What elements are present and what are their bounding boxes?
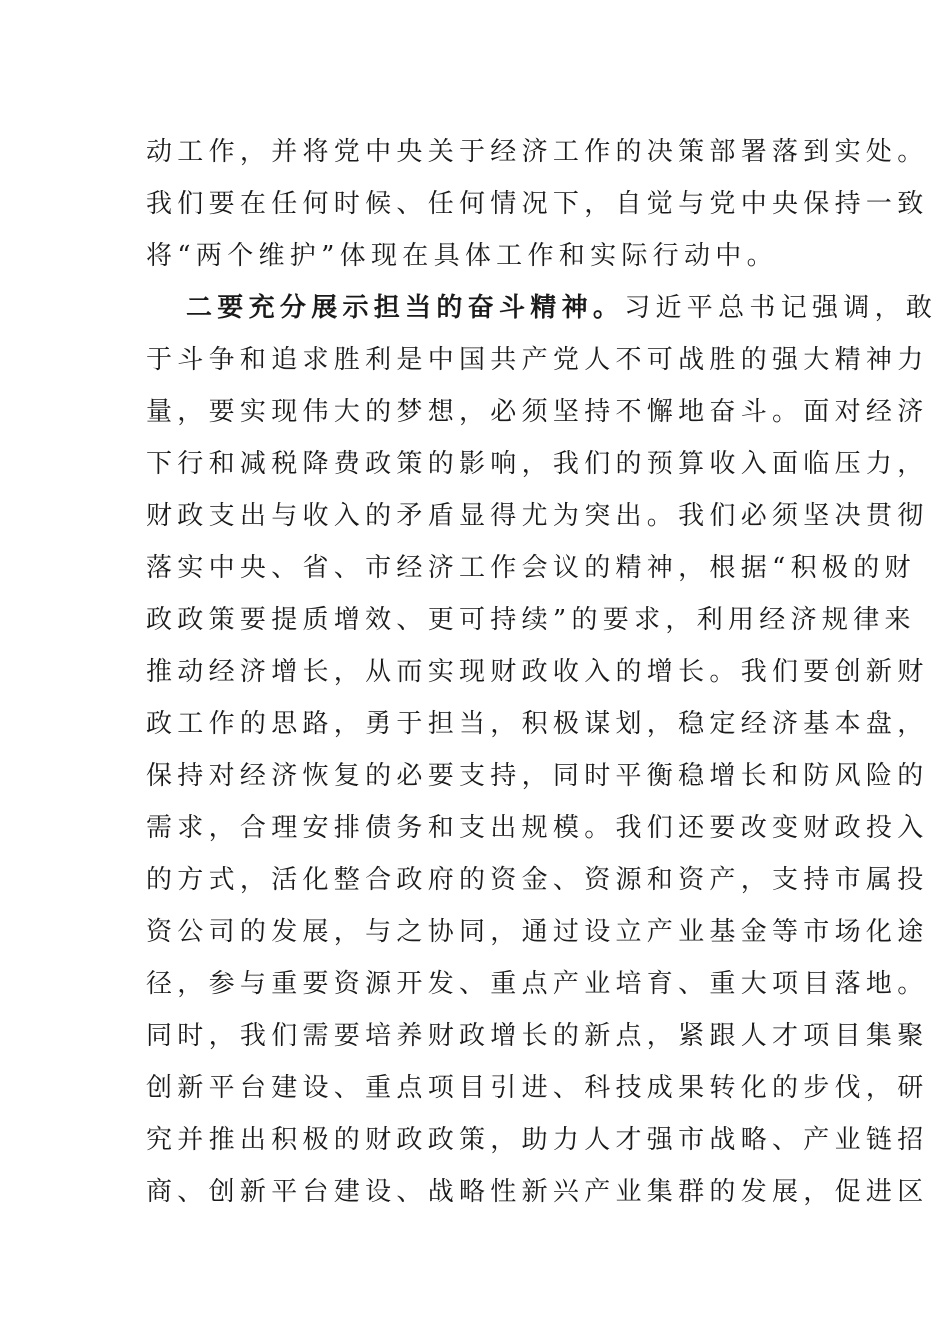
text-line: 保持对经济恢复的必要支持，同时平衡稳增长和防风险的: [146, 761, 929, 791]
text-line: 下行和减税降费政策的影响，我们的预算收入面临压力，: [146, 449, 929, 479]
text-line: 政工作的思路，勇于担当，积极谋划，稳定经济基本盘，: [146, 709, 929, 739]
text-line: 径，参与重要资源开发、重点产业培育、重大项目落地。: [146, 969, 929, 999]
text-line: 资公司的发展，与之协同，通过设立产业基金等市场化途: [146, 917, 929, 947]
text-line: 的方式，活化整合政府的资金、资源和资产，支持市属投: [146, 865, 929, 895]
text-line: 我们要在任何时候、任何情况下，自觉与党中央保持一致: [146, 189, 929, 219]
text-line: 将“两个维护”体现在具体工作和实际行动中。: [146, 241, 778, 271]
document-body: [146, 126, 938, 1218]
text-line: 政政策要提质增效、更可持续”的要求，利用经济规律来: [146, 605, 916, 635]
text-line: 创新平台建设、重点项目引进、科技成果转化的步伐，研: [146, 1073, 929, 1103]
text-line: 究并推出积极的财政政策，助力人才强市战略、产业链招: [146, 1125, 929, 1155]
text-line: 于斗争和追求胜利是中国共产党人不可战胜的强大精神力: [146, 345, 929, 375]
paragraph-2: [146, 282, 938, 1218]
text-line: 财政支出与收入的矛盾显得尤为突出。我们必须坚决贯彻: [146, 501, 929, 531]
text-line: 推动经济增长，从而实现财政收入的增长。我们要创新财: [146, 657, 929, 687]
text-line: 需求，合理安排债务和支出规模。我们还要改变财政投入: [146, 813, 929, 843]
paragraph-heading: 二要充分展示担当的奋斗精神。: [186, 293, 625, 323]
text-line: 商、创新平台建设、战略性新兴产业集群的发展，促进区: [146, 1177, 929, 1207]
text-line: 动工作，并将党中央关于经济工作的决策部署落到实处。: [146, 137, 929, 167]
text-line: 量，要实现伟大的梦想，必须坚持不懈地奋斗。面对经济: [146, 397, 929, 427]
text-line: 同时，我们需要培养财政增长的新点，紧跟人才项目集聚: [146, 1021, 929, 1051]
paragraph-1: [146, 126, 929, 282]
text-span: 习近平总书记强调，敢: [624, 293, 938, 323]
text-line: 落实中央、省、市经济工作会议的精神，根据“积极的财: [146, 553, 916, 583]
paragraph-2-first-line: [146, 282, 938, 334]
